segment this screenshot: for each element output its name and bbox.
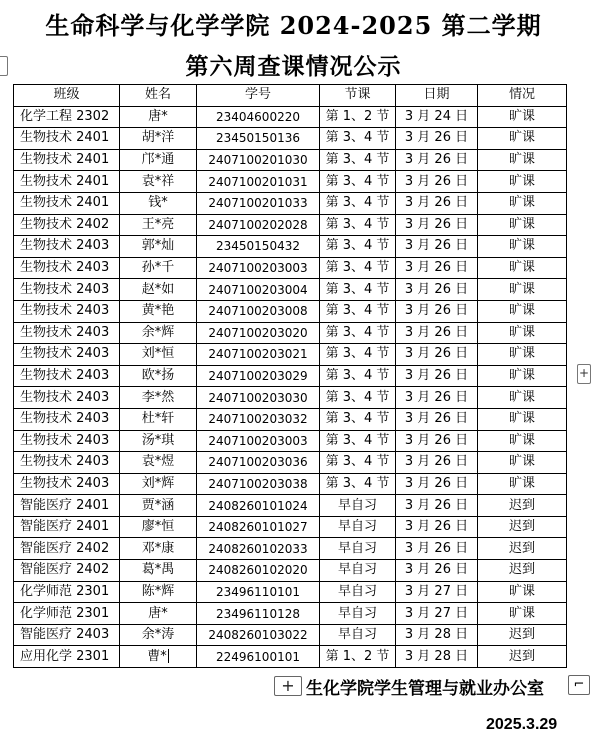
cell-date: 3 月 28 日 <box>396 646 478 668</box>
cell-student-id: 23450150432 <box>197 236 320 258</box>
cell-student-id: 2407100203036 <box>197 452 320 474</box>
table-row <box>14 344 567 366</box>
cell-name: 邝*通 <box>120 149 197 171</box>
attendance-table <box>13 84 567 668</box>
cell-student-id: 2407100202028 <box>197 214 320 236</box>
cell-date: 3 月 26 日 <box>396 300 478 322</box>
table-row <box>14 300 567 322</box>
cell-status: 旷课 <box>478 387 567 409</box>
cell-name: 邓*康 <box>120 538 197 560</box>
cell-class: 生物技术 2403 <box>14 408 120 430</box>
cell-period: 第 3、4 节 <box>320 408 396 430</box>
cell-period: 第 3、4 节 <box>320 214 396 236</box>
header-class: 班级 <box>14 85 120 107</box>
cell-name: 胡*洋 <box>120 128 197 150</box>
cell-date: 3 月 26 日 <box>396 257 478 279</box>
table-row <box>14 365 567 387</box>
cell-student-id: 23450150136 <box>197 128 320 150</box>
cell-student-id: 23496110128 <box>197 603 320 625</box>
cell-status: 旷课 <box>478 322 567 344</box>
cell-date: 3 月 26 日 <box>396 473 478 495</box>
table-row <box>14 257 567 279</box>
cell-date: 3 月 26 日 <box>396 214 478 236</box>
cell-date: 3 月 26 日 <box>396 236 478 258</box>
cell-date: 3 月 26 日 <box>396 408 478 430</box>
header-period: 节课 <box>320 85 396 107</box>
cell-status: 迟到 <box>478 646 567 668</box>
cell-name: 唐* <box>120 106 197 128</box>
cell-date: 3 月 27 日 <box>396 603 478 625</box>
office-name: 生化学院学生管理与就业办公室 <box>306 678 544 699</box>
plus-icon[interactable]: + <box>274 676 302 696</box>
cell-period: 早自习 <box>320 603 396 625</box>
cell-name: 李*然 <box>120 387 197 409</box>
cell-period: 第 3、4 节 <box>320 171 396 193</box>
footer-signature <box>274 675 544 697</box>
cell-name: 曹* <box>120 646 197 668</box>
cell-status: 迟到 <box>478 560 567 582</box>
cell-class: 生物技术 2403 <box>14 300 120 322</box>
cell-status: 旷课 <box>478 279 567 301</box>
cell-period: 早自习 <box>320 516 396 538</box>
cell-status: 旷课 <box>478 300 567 322</box>
cell-name: 葛*禺 <box>120 560 197 582</box>
table-row <box>14 581 567 603</box>
cell-status: 旷课 <box>478 236 567 258</box>
left-handle-icon[interactable] <box>0 56 8 76</box>
table-row <box>14 106 567 128</box>
cell-period: 第 3、4 节 <box>320 473 396 495</box>
table-row <box>14 473 567 495</box>
cell-status: 迟到 <box>478 624 567 646</box>
cell-period: 第 3、4 节 <box>320 257 396 279</box>
cell-name: 袁*祥 <box>120 171 197 193</box>
cell-period: 早自习 <box>320 538 396 560</box>
cell-period: 第 3、4 节 <box>320 279 396 301</box>
cell-class: 智能医疗 2402 <box>14 538 120 560</box>
cell-status: 旷课 <box>478 128 567 150</box>
cell-period: 第 3、4 节 <box>320 149 396 171</box>
cell-period: 第 3、4 节 <box>320 192 396 214</box>
cell-class: 生物技术 2402 <box>14 214 120 236</box>
cell-status: 旷课 <box>478 171 567 193</box>
cell-name: 余*辉 <box>120 322 197 344</box>
cell-status: 旷课 <box>478 149 567 171</box>
cell-student-id: 2407100203029 <box>197 365 320 387</box>
table-row <box>14 603 567 625</box>
cell-status: 旷课 <box>478 473 567 495</box>
cell-status: 旷课 <box>478 408 567 430</box>
cell-class: 生物技术 2401 <box>14 128 120 150</box>
cell-student-id: 2407100203032 <box>197 408 320 430</box>
cell-name: 赵*如 <box>120 279 197 301</box>
cell-status: 旷课 <box>478 452 567 474</box>
cell-name: 王*亮 <box>120 214 197 236</box>
table-row <box>14 128 567 150</box>
cell-period: 第 3、4 节 <box>320 236 396 258</box>
cell-status: 旷课 <box>478 344 567 366</box>
table-row <box>14 430 567 452</box>
cell-period: 第 3、4 节 <box>320 365 396 387</box>
table-row <box>14 214 567 236</box>
cell-class: 化学师范 2301 <box>14 603 120 625</box>
cell-period: 第 1、2 节 <box>320 646 396 668</box>
header-status: 情况 <box>478 85 567 107</box>
cell-date: 3 月 28 日 <box>396 624 478 646</box>
cell-student-id: 2408260103022 <box>197 624 320 646</box>
cell-class: 生物技术 2403 <box>14 322 120 344</box>
table-row <box>14 322 567 344</box>
cell-class: 智能医疗 2401 <box>14 495 120 517</box>
cell-date: 3 月 26 日 <box>396 452 478 474</box>
cell-student-id: 2408260102033 <box>197 538 320 560</box>
cell-date: 3 月 26 日 <box>396 279 478 301</box>
cell-class: 生物技术 2403 <box>14 430 120 452</box>
header-student-id: 学号 <box>197 85 320 107</box>
header-date: 日期 <box>396 85 478 107</box>
cell-date: 3 月 26 日 <box>396 387 478 409</box>
table-row <box>14 624 567 646</box>
cell-student-id: 22496100101 <box>197 646 320 668</box>
table-row <box>14 236 567 258</box>
cell-class: 化学师范 2301 <box>14 581 120 603</box>
publish-date: 2025.3.29 <box>486 716 558 733</box>
cell-date: 3 月 26 日 <box>396 430 478 452</box>
table-row <box>14 452 567 474</box>
cell-student-id: 23496110101 <box>197 581 320 603</box>
cell-period: 早自习 <box>320 581 396 603</box>
cell-class: 生物技术 2403 <box>14 344 120 366</box>
cell-name: 郭*灿 <box>120 236 197 258</box>
cell-period: 第 3、4 节 <box>320 452 396 474</box>
cell-status: 旷课 <box>478 430 567 452</box>
text-cursor <box>168 649 169 663</box>
cell-period: 早自习 <box>320 624 396 646</box>
cell-date: 3 月 24 日 <box>396 106 478 128</box>
cell-status: 旷课 <box>478 365 567 387</box>
cell-class: 生物技术 2401 <box>14 171 120 193</box>
cell-class: 生物技术 2403 <box>14 236 120 258</box>
cell-date: 3 月 26 日 <box>396 192 478 214</box>
cell-name: 袁*煜 <box>120 452 197 474</box>
cell-name: 刘*辉 <box>120 473 197 495</box>
table-row <box>14 538 567 560</box>
cell-date: 3 月 26 日 <box>396 128 478 150</box>
cell-period: 第 3、4 节 <box>320 430 396 452</box>
cell-student-id: 23404600220 <box>197 106 320 128</box>
cell-student-id: 2407100203003 <box>197 430 320 452</box>
table-row <box>14 279 567 301</box>
cell-student-id: 2407100203038 <box>197 473 320 495</box>
cell-class: 智能医疗 2402 <box>14 560 120 582</box>
cell-student-id: 2408260101024 <box>197 495 320 517</box>
cell-period: 第 3、4 节 <box>320 322 396 344</box>
cell-name: 刘*恒 <box>120 344 197 366</box>
cell-name: 孙*千 <box>120 257 197 279</box>
table-row <box>14 192 567 214</box>
cell-student-id: 2407100203008 <box>197 300 320 322</box>
cell-date: 3 月 26 日 <box>396 322 478 344</box>
cell-status: 旷课 <box>478 192 567 214</box>
cell-name: 余*涛 <box>120 624 197 646</box>
table-row <box>14 516 567 538</box>
cell-name: 黄*艳 <box>120 300 197 322</box>
cell-student-id: 2408260101027 <box>197 516 320 538</box>
cell-name: 唐* <box>120 603 197 625</box>
cell-status: 迟到 <box>478 495 567 517</box>
cell-date: 3 月 26 日 <box>396 560 478 582</box>
table-body <box>14 106 567 667</box>
cell-student-id: 2407100201031 <box>197 171 320 193</box>
corner-handle-icon[interactable]: ⌐ <box>568 675 590 695</box>
cell-name: 陈*辉 <box>120 581 197 603</box>
cell-name: 欧*扬 <box>120 365 197 387</box>
cell-class: 生物技术 2403 <box>14 387 120 409</box>
cell-status: 迟到 <box>478 516 567 538</box>
cell-period: 第 3、4 节 <box>320 300 396 322</box>
cell-period: 第 3、4 节 <box>320 387 396 409</box>
page-title: 生命科学与化学学院 2024-2025 第二学期 <box>45 11 542 40</box>
cell-student-id: 2407100203003 <box>197 257 320 279</box>
cell-status: 旷课 <box>478 214 567 236</box>
cell-date: 3 月 26 日 <box>396 538 478 560</box>
table-row <box>14 149 567 171</box>
cell-date: 3 月 26 日 <box>396 171 478 193</box>
cell-student-id: 2407100203020 <box>197 322 320 344</box>
cell-class: 生物技术 2403 <box>14 452 120 474</box>
cell-date: 3 月 26 日 <box>396 365 478 387</box>
cell-class: 化学工程 2302 <box>14 106 120 128</box>
cell-period: 第 3、4 节 <box>320 128 396 150</box>
cell-class: 生物技术 2401 <box>14 149 120 171</box>
header-name: 姓名 <box>120 85 197 107</box>
cell-period: 第 3、4 节 <box>320 344 396 366</box>
page-subtitle: 第六周查课情况公示 <box>185 53 402 80</box>
cell-class: 生物技术 2403 <box>14 257 120 279</box>
cell-name: 钱* <box>120 192 197 214</box>
cell-name: 杜*轩 <box>120 408 197 430</box>
table-row <box>14 387 567 409</box>
cell-student-id: 2407100201030 <box>197 149 320 171</box>
cell-class: 生物技术 2403 <box>14 473 120 495</box>
table-header-row <box>14 85 567 107</box>
cell-class: 智能医疗 2403 <box>14 624 120 646</box>
cell-status: 旷课 <box>478 257 567 279</box>
cell-class: 应用化学 2301 <box>14 646 120 668</box>
cell-date: 3 月 26 日 <box>396 516 478 538</box>
cell-student-id: 2407100201033 <box>197 192 320 214</box>
cell-student-id: 2407100203004 <box>197 279 320 301</box>
cell-student-id: 2407100203021 <box>197 344 320 366</box>
cell-date: 3 月 27 日 <box>396 581 478 603</box>
cell-date: 3 月 26 日 <box>396 344 478 366</box>
cell-status: 旷课 <box>478 603 567 625</box>
cell-name: 汤*琪 <box>120 430 197 452</box>
cell-period: 第 1、2 节 <box>320 106 396 128</box>
cell-status: 迟到 <box>478 538 567 560</box>
cell-period: 早自习 <box>320 560 396 582</box>
cell-student-id: 2407100203030 <box>197 387 320 409</box>
table-row <box>14 171 567 193</box>
table-row <box>14 408 567 430</box>
table-row <box>14 646 567 668</box>
cell-name: 廖*恒 <box>120 516 197 538</box>
table-row <box>14 495 567 517</box>
cell-class: 智能医疗 2401 <box>14 516 120 538</box>
cell-status: 旷课 <box>478 106 567 128</box>
cell-class: 生物技术 2403 <box>14 279 120 301</box>
cell-status: 旷课 <box>478 581 567 603</box>
table-row <box>14 560 567 582</box>
cell-student-id: 2408260102020 <box>197 560 320 582</box>
row-add-handle-icon[interactable]: + <box>577 364 591 384</box>
cell-class: 生物技术 2403 <box>14 365 120 387</box>
cell-name: 贾*涵 <box>120 495 197 517</box>
cell-period: 早自习 <box>320 495 396 517</box>
cell-date: 3 月 26 日 <box>396 149 478 171</box>
cell-date: 3 月 26 日 <box>396 495 478 517</box>
cell-class: 生物技术 2401 <box>14 192 120 214</box>
